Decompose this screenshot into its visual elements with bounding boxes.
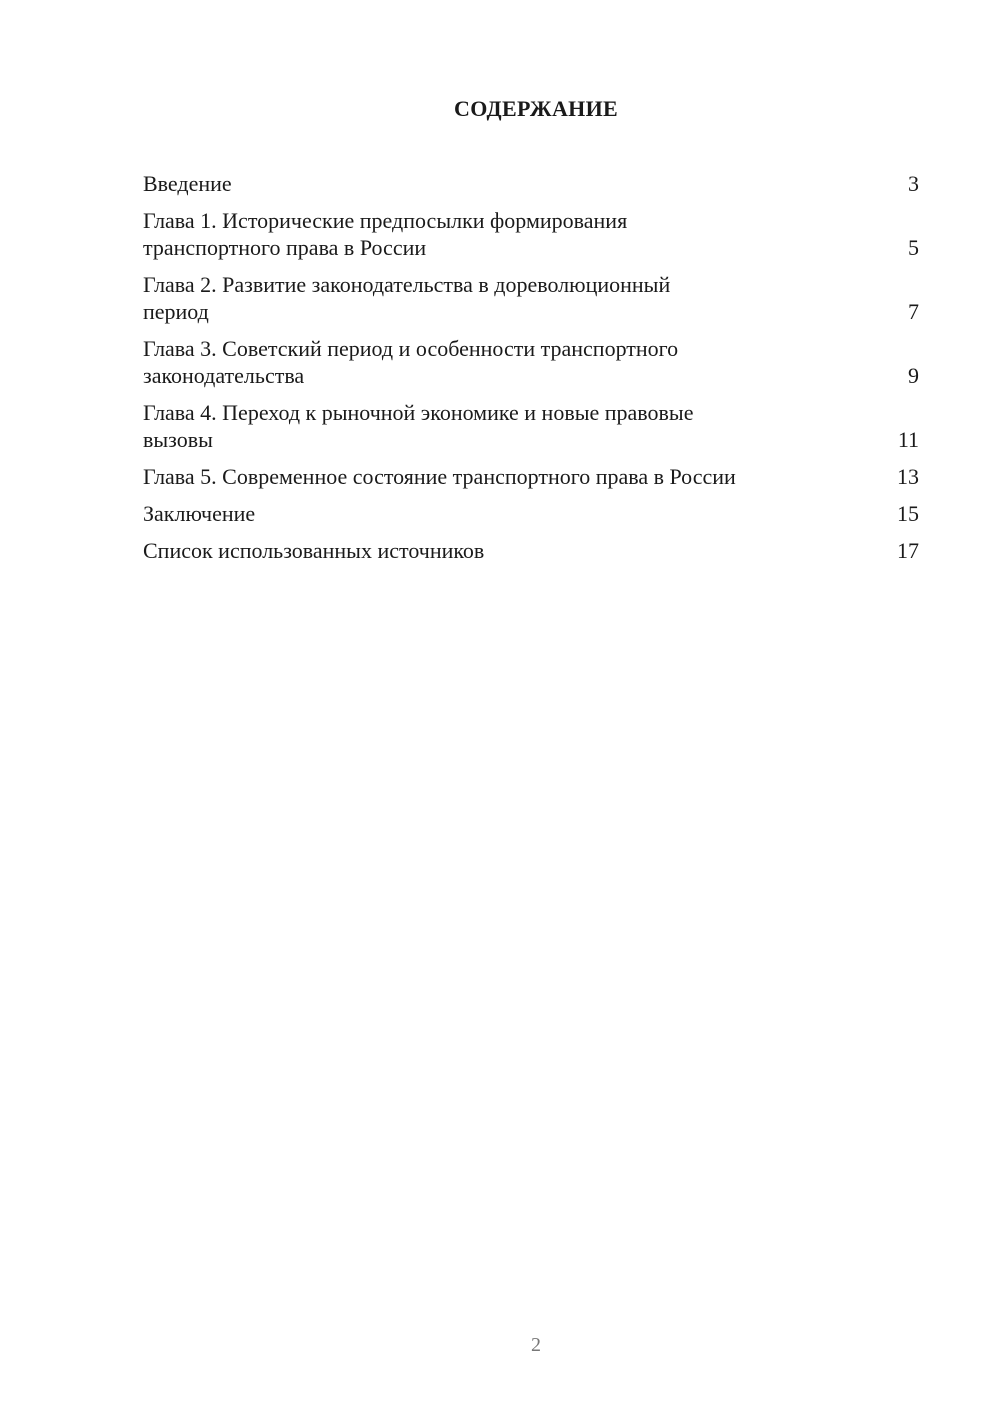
toc-entry-line: Глава 3. Советский период и особенности транспортного (143, 336, 679, 361)
toc-entry-text (143, 537, 484, 564)
toc-entry-page: 13 (897, 464, 919, 489)
toc-entry-line: Глава 4. Переход к рыночной экономике и новые правовые (143, 400, 694, 425)
toc-entry-page: 3 (908, 171, 919, 196)
toc-entry-chapter-2 (143, 271, 919, 325)
toc-entry-line: Введение (143, 171, 232, 196)
toc-entry-page: 15 (897, 501, 919, 526)
toc-entry-text (143, 463, 736, 490)
toc-entry-page: 5 (908, 235, 919, 260)
toc-entry-chapter-4 (143, 399, 919, 453)
toc-entry-text (143, 207, 627, 261)
page-number: 2 (531, 1334, 541, 1356)
toc-entry-chapter-3 (143, 335, 919, 389)
toc-entry-text (143, 335, 678, 389)
toc-entry-line: транспортного права в России (143, 235, 427, 260)
toc-entry-line: Глава 1. Исторические предпосылки формирования (143, 208, 628, 233)
toc-entry-line: Заключение (143, 501, 256, 526)
toc-entry-page: 7 (908, 299, 919, 324)
toc-entry-text (143, 500, 255, 527)
toc-entry-references (143, 537, 919, 564)
toc-entry-text (143, 170, 232, 197)
toc-entry-line: Глава 5. Современное состояние транспортного права в России (143, 464, 736, 489)
toc-entry-page: 11 (897, 427, 919, 452)
toc-entry-line: законодательства (143, 363, 305, 388)
toc-entry-line: Глава 2. Развитие законодательства в дореволюционный (143, 272, 671, 297)
toc-entry-line: Список использованных источников (143, 538, 485, 563)
toc-entry-line: период (143, 299, 209, 324)
toc-entry-text (143, 399, 693, 453)
toc-entry-text (143, 271, 670, 325)
toc-entry-introduction (143, 170, 919, 197)
toc-entry-page: 9 (908, 363, 919, 388)
toc-entry-chapter-5 (143, 463, 919, 490)
toc-entry-page: 17 (897, 538, 919, 563)
toc-entry-chapter-1 (143, 207, 919, 261)
toc-entry-conclusion (143, 500, 919, 527)
toc-title: СОДЕРЖАНИЕ (454, 96, 618, 121)
toc-list (143, 170, 919, 574)
toc-entry-line: вызовы (143, 427, 213, 452)
